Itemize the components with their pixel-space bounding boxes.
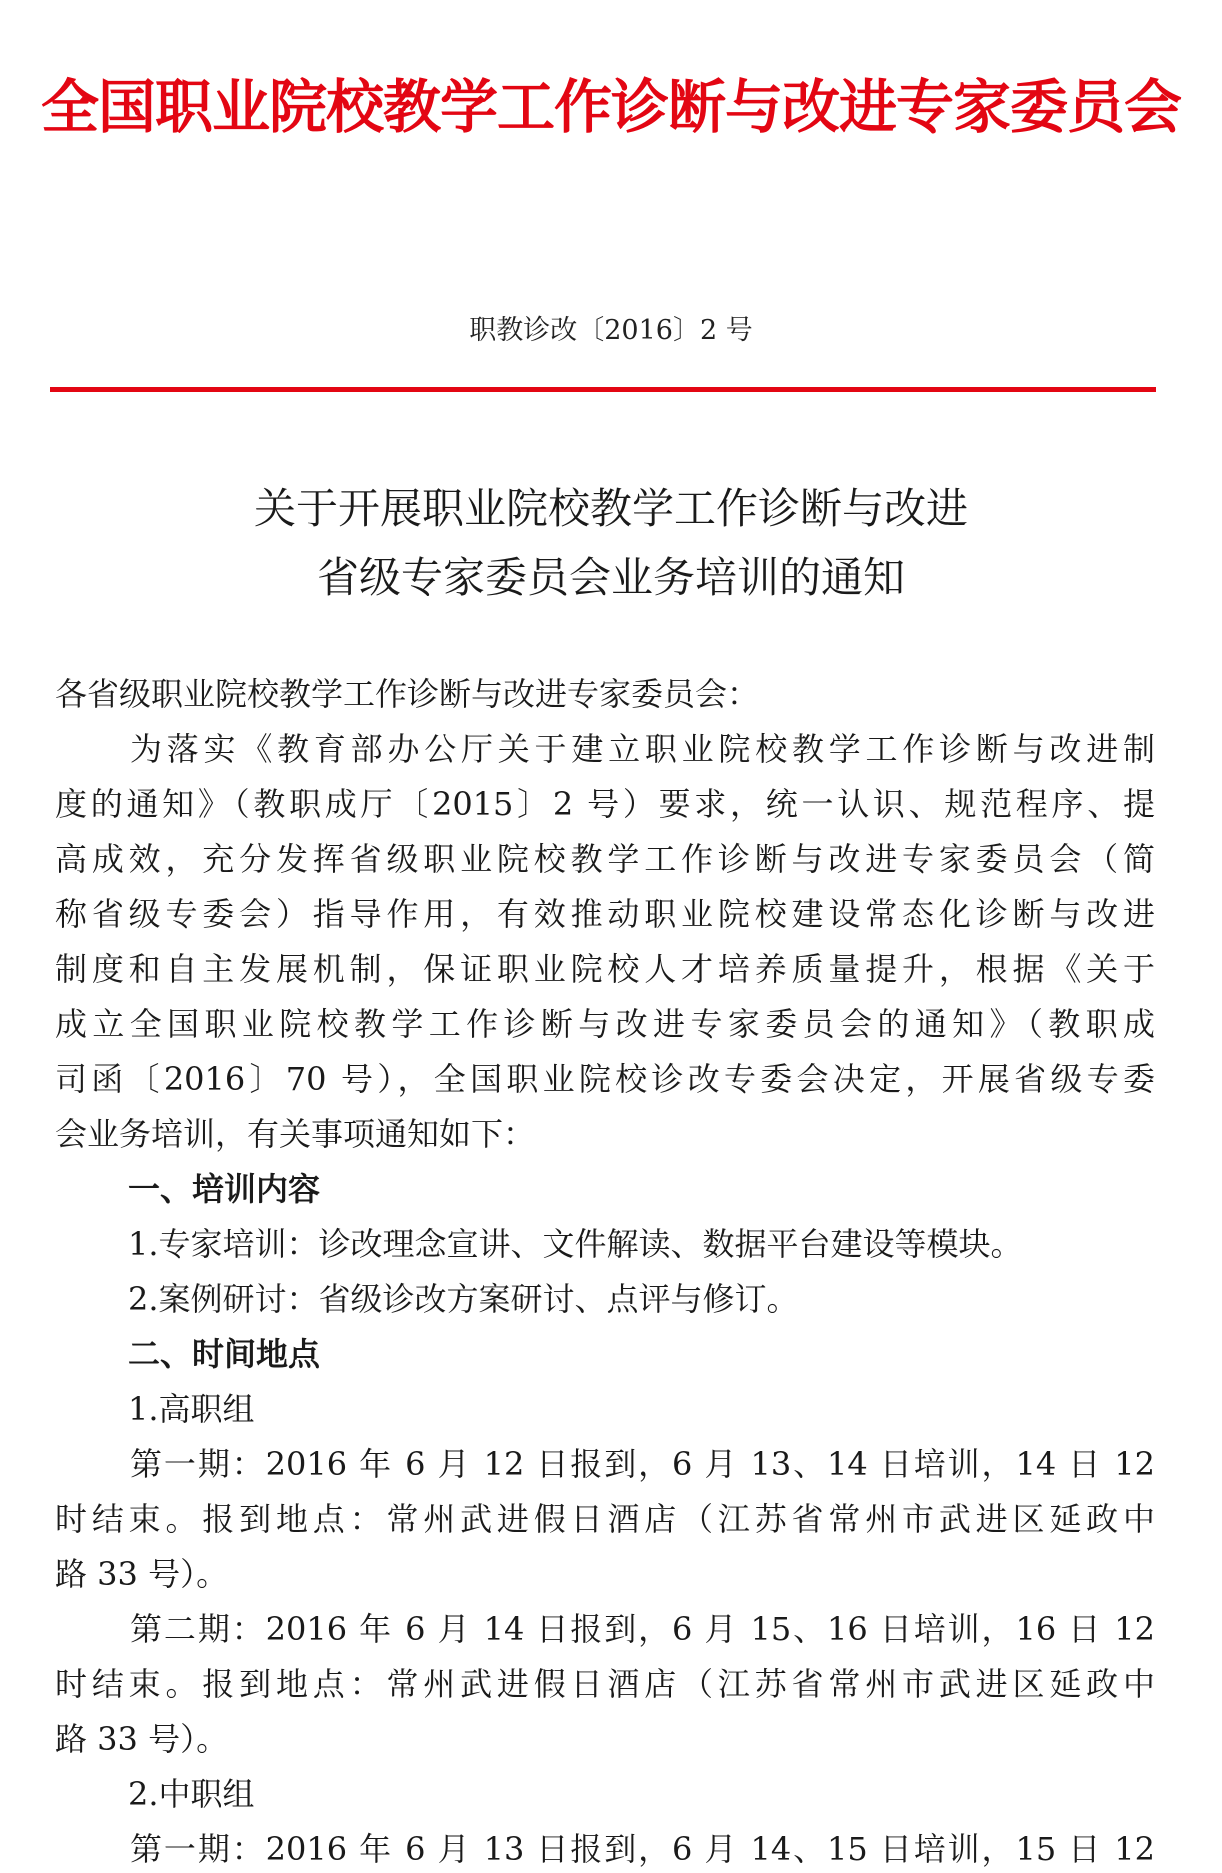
paragraph-line: 时结束。报到地点：常州武进假日酒店（江苏省常州市武进区延政中 — [55, 1500, 1155, 1538]
paragraph-line: 高成效，充分发挥省级职业院校教学工作诊断与改进专家委员会（简 — [55, 840, 1155, 878]
paragraph-line: 时结束。报到地点：常州武进假日酒店（江苏省常州市武进区延政中 — [55, 1665, 1155, 1703]
paragraph-line: 会业务培训，有关事项通知如下： — [55, 1115, 536, 1153]
list-item: 2.案例研讨：省级诊改方案研讨、点评与修订。 — [128, 1280, 799, 1318]
document-number: 职教诊改〔2016〕2 号 — [469, 315, 753, 346]
section-heading-time-place: 二、时间地点 — [128, 1335, 321, 1373]
group-label-higher-vocational: 1.高职组 — [128, 1390, 255, 1428]
document-title-line-1: 关于开展职业院校教学工作诊断与改进 — [253, 484, 968, 533]
paragraph-line: 成立全国职业院校教学工作诊断与改进专家委员会的通知》（教职成 — [55, 1005, 1155, 1043]
paragraph-line: 为落实《教育部办公厅关于建立职业院校教学工作诊断与改进制 — [130, 730, 1155, 768]
paragraph-line: 路 33 号）。 — [55, 1720, 229, 1758]
group-label-secondary-vocational: 2.中职组 — [128, 1775, 255, 1813]
letterhead-divider — [50, 387, 1156, 392]
paragraph-line: 司函〔2016〕70 号），全国职业院校诊改专委会决定，开展省级专委 — [55, 1060, 1155, 1098]
paragraph-line: 第一期：2016 年 6 月 12 日报到，6 月 13、14 日培训，14 日 12 — [130, 1445, 1155, 1483]
paragraph-line: 度的通知》（教职成厅〔2015〕2 号）要求，统一认识、规范程序、提 — [55, 785, 1155, 823]
paragraph-line: 制度和自主发展机制，保证职业院校人才培养质量提升，根据《关于 — [55, 950, 1155, 988]
paragraph-line: 第一期：2016 年 6 月 13 日报到，6 月 14、15 日培训，15 日 12 — [130, 1830, 1155, 1868]
list-item: 1.专家培训：诊改理念宣讲、文件解读、数据平台建设等模块。 — [128, 1225, 1023, 1263]
paragraph-line: 第二期：2016 年 6 月 14 日报到，6 月 15、16 日培训，16 日 12 — [130, 1610, 1155, 1648]
paragraph-line: 称省级专委会）指导作用，有效推动职业院校建设常态化诊断与改进 — [55, 895, 1155, 933]
paragraph-line: 路 33 号）。 — [55, 1555, 229, 1593]
salutation: 各省级职业院校教学工作诊断与改进专家委员会： — [55, 675, 760, 713]
document-title-line-2: 省级专家委员会业务培训的通知 — [316, 553, 905, 602]
section-heading-training-content: 一、培训内容 — [128, 1170, 321, 1208]
letterhead-organization: 全国职业院校教学工作诊断与改进专家委员会 — [40, 73, 1181, 141]
